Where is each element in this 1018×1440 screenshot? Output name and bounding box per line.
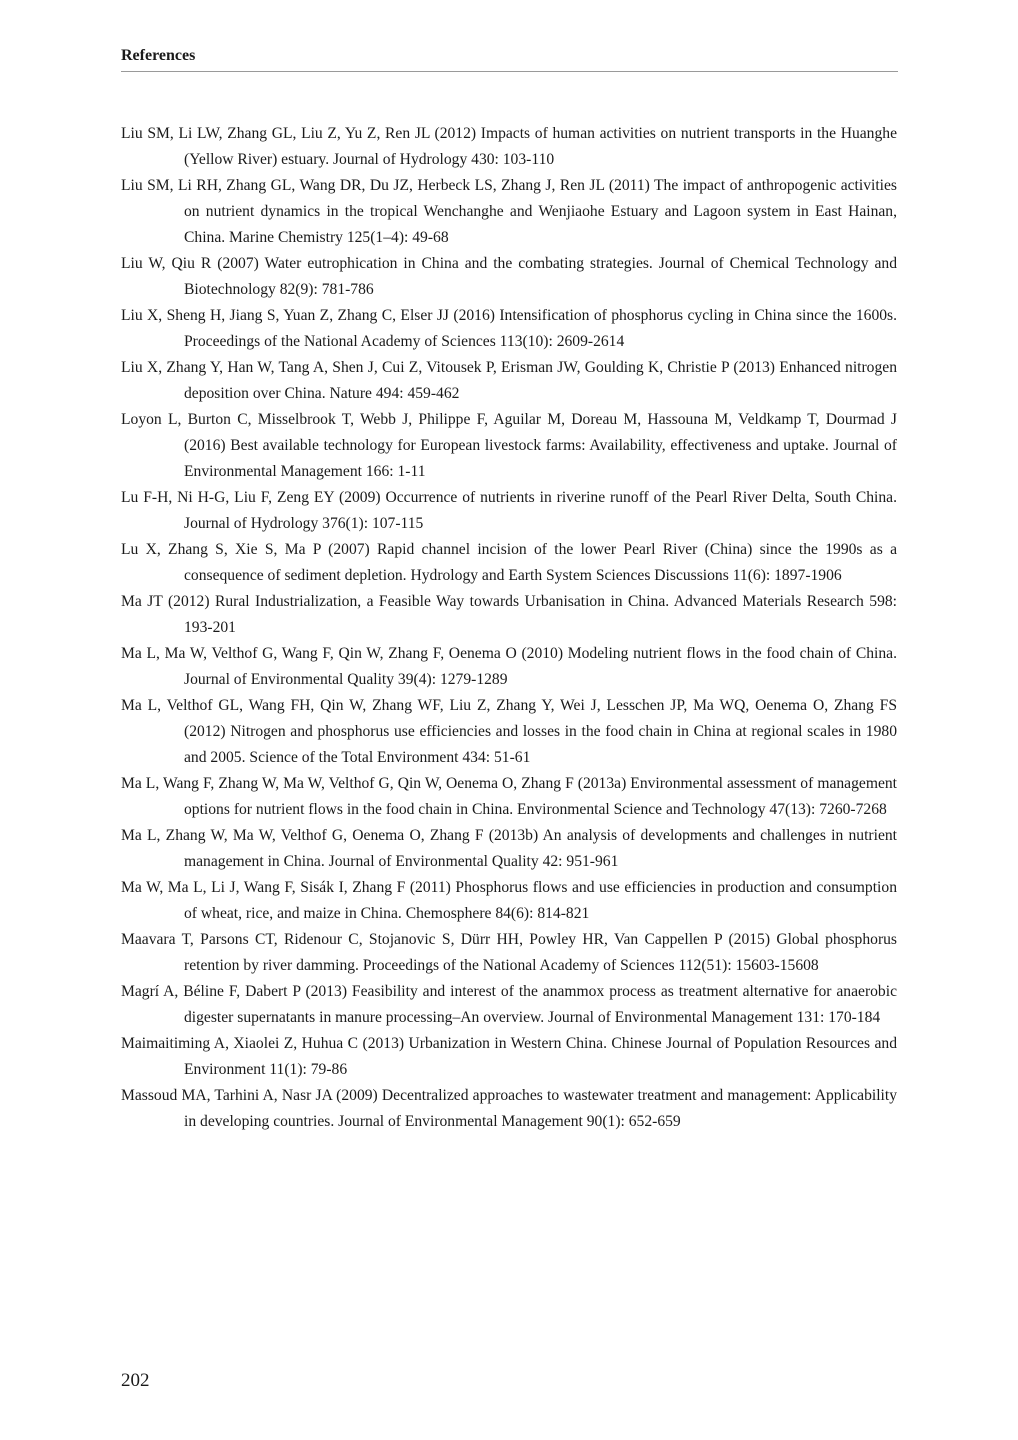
- reference-list: [121, 121, 897, 1135]
- reference-entry: Liu X, Sheng H, Jiang S, Yuan Z, Zhang C, Elser JJ (2016) Intensification of phosphorus cycling in China since the 1600s. Proceedings of the National Academy of Sciences 113(10): 2609-2614: [121, 307, 897, 350]
- reference-entry: Maimaitiming A, Xiaolei Z, Huhua C (2013) Urbanization in Western China. Chinese Journal of Population Resources and Environment 11(1): 79-86: [121, 1035, 897, 1078]
- reference-entry: Massoud MA, Tarhini A, Nasr JA (2009) Decentralized approaches to wastewater treatment and management: Applicability in developing countries. Journal of Environmental Management 90(1): 652-659: [121, 1087, 897, 1130]
- running-header: [121, 46, 898, 72]
- reference-entry: Ma W, Ma L, Li J, Wang F, Sisák I, Zhang F (2011) Phosphorus flows and use efficiencies in production and consumption of wheat, rice, and maize in China. Chemosphere 84(6): 814-821: [121, 879, 897, 922]
- reference-entry: Ma L, Zhang W, Ma W, Velthof G, Oenema O, Zhang F (2013b) An analysis of developments and challenges in nutrient management in China. Journal of Environmental Quality 42: 951-961: [121, 827, 897, 870]
- reference-entry: Lu X, Zhang S, Xie S, Ma P (2007) Rapid channel incision of the lower Pearl River (China) since the 1990s as a consequence of sediment depletion. Hydrology and Earth System Sciences Discussions 11(6): 1897-1906: [121, 541, 897, 584]
- reference-entry: Liu SM, Li LW, Zhang GL, Liu Z, Yu Z, Ren JL (2012) Impacts of human activities on nutrient transports in the Huanghe (Yellow River) estuary. Journal of Hydrology 430: 103-110: [121, 125, 897, 168]
- page-number: 202: [121, 1370, 150, 1391]
- reference-entry: Ma JT (2012) Rural Industrialization, a Feasible Way towards Urbanisation in China. Advanced Materials Research 598: 193-201: [121, 593, 897, 636]
- reference-entry: Ma L, Ma W, Velthof G, Wang F, Qin W, Zhang F, Oenema O (2010) Modeling nutrient flows in the food chain of China. Journal of Environmental Quality 39(4): 1279-1289: [121, 645, 897, 688]
- section-title: References: [121, 47, 196, 64]
- reference-entry: Maavara T, Parsons CT, Ridenour C, Stojanovic S, Dürr HH, Powley HR, Van Cappellen P (2015) Global phosphorus retention by river damming. Proceedings of the National Academy of Sciences 112(51): 15603-15608: [121, 931, 897, 974]
- reference-entry: Lu F-H, Ni H-G, Liu F, Zeng EY (2009) Occurrence of nutrients in riverine runoff of the Pearl River Delta, South China. Journal of Hydrology 376(1): 107-115: [121, 489, 897, 532]
- reference-entry: Ma L, Wang F, Zhang W, Ma W, Velthof G, Qin W, Oenema O, Zhang F (2013a) Environmental assessment of management options for nutrient flows in the food chain in China. Environmental Science and Technology 47(13): 7260-7268: [121, 775, 897, 818]
- reference-entry: Liu W, Qiu R (2007) Water eutrophication in China and the combating strategies. Journal of Chemical Technology and Biotechnology 82(9): 781-786: [121, 255, 897, 298]
- reference-entry: Liu SM, Li RH, Zhang GL, Wang DR, Du JZ, Herbeck LS, Zhang J, Ren JL (2011) The impact of anthropogenic activities on nutrient dynamics in the tropical Wenchanghe and Wenjiaohe Estuary and Lagoon system in East Hainan, China. Marine Chemistry 125(1–4): 49-68: [121, 177, 897, 246]
- reference-entry: Liu X, Zhang Y, Han W, Tang A, Shen J, Cui Z, Vitousek P, Erisman JW, Goulding K, Christie P (2013) Enhanced nitrogen deposition over China. Nature 494: 459-462: [121, 359, 897, 402]
- reference-entry: Ma L, Velthof GL, Wang FH, Qin W, Zhang WF, Liu Z, Zhang Y, Wei J, Lesschen JP, Ma WQ, Oenema O, Zhang FS (2012) Nitrogen and phosphorus use efficiencies and losses in the food chain in China at regional scales in 1980 and 2005. Science of the Total Environment 434: 51-61: [121, 697, 897, 766]
- reference-entry: Loyon L, Burton C, Misselbrook T, Webb J, Philippe F, Aguilar M, Doreau M, Hassouna M, Veldkamp T, Dourmad J (2016) Best available technology for European livestock farms: Availability, effectiveness and uptake. Journal of Environmental Management 166: 1-11: [121, 411, 897, 480]
- reference-entry: Magrí A, Béline F, Dabert P (2013) Feasibility and interest of the anammox process as treatment alternative for anaerobic digester supernatants in manure processing–An overview. Journal of Environmental Management 131: 170-184: [121, 983, 897, 1026]
